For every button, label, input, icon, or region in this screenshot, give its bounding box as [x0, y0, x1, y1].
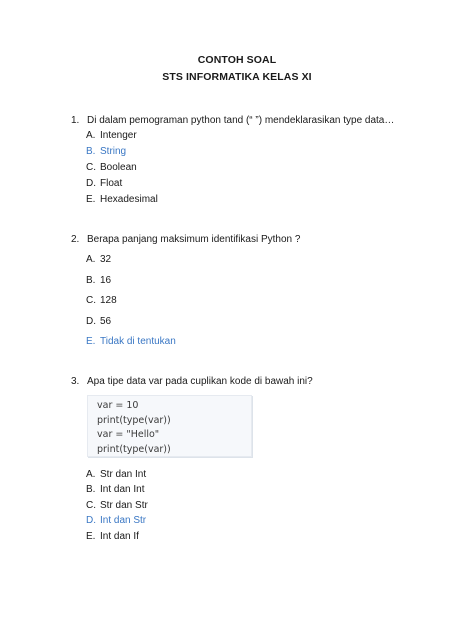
option-letter: D.	[86, 316, 96, 327]
option-label: 56	[100, 316, 112, 327]
option-label: Hexadesimal	[100, 194, 158, 205]
option-label: Int dan If	[100, 531, 139, 542]
question-text: Berapa panjang maksimum identifikasi Python ?	[87, 234, 301, 245]
option-label: Int dan Str	[100, 515, 147, 526]
option-label: Str dan Int	[100, 469, 147, 480]
option-label: Boolean	[100, 162, 137, 173]
option-letter: A.	[86, 254, 96, 265]
option-label: String	[100, 146, 127, 157]
option-label: Float	[100, 178, 123, 189]
option-letter: A.	[86, 130, 96, 141]
option-letter: B.	[86, 484, 96, 495]
option-label: 128	[100, 295, 117, 306]
option-label: 16	[100, 275, 112, 286]
option-label: Int dan Int	[100, 484, 145, 495]
option-label: Str dan Str	[100, 500, 148, 511]
option-letter: D.	[86, 178, 96, 189]
option-letter: A.	[86, 469, 96, 480]
document-subtitle: STS INFORMATIKA KELAS XI	[162, 71, 312, 83]
option-letter: C.	[86, 500, 96, 511]
option-letter: C.	[86, 162, 96, 173]
option-letter: E.	[86, 194, 96, 205]
question-number: 3.	[71, 376, 80, 387]
option-letter: C.	[86, 295, 96, 306]
option-label: Tidak di tentukan	[100, 336, 176, 347]
code-line: print(type(var))	[97, 414, 171, 426]
code-line: print(type(var))	[97, 443, 171, 455]
option-letter: B.	[86, 146, 96, 157]
option-letter: D.	[86, 515, 96, 526]
question-number: 1.	[71, 115, 80, 126]
code-line: var = "Hello"	[97, 429, 160, 440]
option-label: Intenger	[100, 130, 137, 141]
option-letter: B.	[86, 275, 96, 286]
option-letter: E.	[86, 336, 96, 347]
option-label: 32	[100, 254, 112, 265]
code-line: var = 10	[97, 400, 139, 411]
question-text: Apa tipe data var pada cuplikan kode di bawah ini?	[87, 376, 313, 387]
question-text: Di dalam pemograman python tand (“ ”) mendeklarasikan type data…	[87, 115, 395, 126]
option-letter: E.	[86, 531, 96, 542]
code-snippet	[87, 395, 252, 457]
question-number: 2.	[71, 234, 80, 245]
document-title: CONTOH SOAL	[197, 54, 277, 66]
